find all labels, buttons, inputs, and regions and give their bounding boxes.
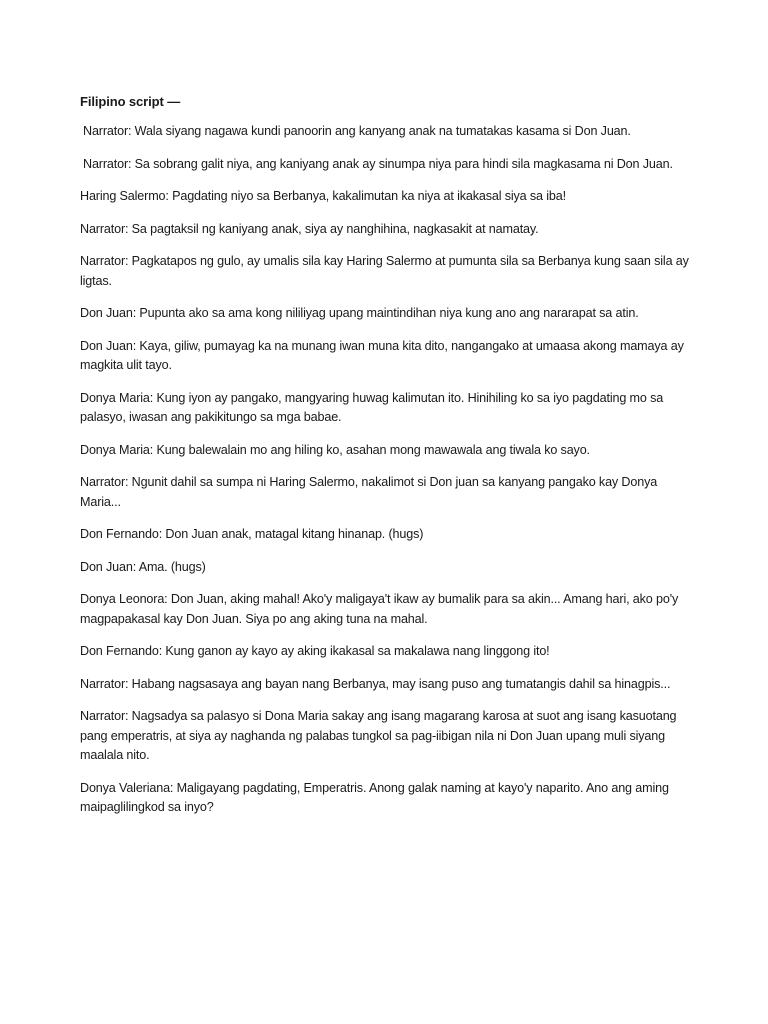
document-title: Filipino script — (80, 94, 181, 109)
script-line: Narrator: Sa pagtaksil ng kaniyang anak, siya ay nanghihina, nagkasakit at namatay. (80, 221, 539, 236)
script-line: Narrator: Sa sobrang galit niya, ang kaniyang anak ay sinumpa niya para hindi sila magkasama ni Don Juan. (83, 156, 673, 171)
script-line: Donya Maria: Kung balewalain mo ang hiling ko, asahan mong mawawala ang tiwala ko sayo. (80, 442, 590, 457)
script-line: Narrator: Ngunit dahil sa sumpa ni Haring Salermo, nakalimot si Don juan sa kanyang pangako kay Donya Maria... (80, 475, 658, 509)
script-line: Don Fernando: Kung ganon ay kayo ay aking ikakasal sa makalawa nang linggong ito! (80, 644, 550, 658)
script-line: Donya Leonora: Don Juan, aking mahal! Ako'y maligaya't ikaw ay bumalik para sa akin... Amang hari, ako po'y magpapakasal kay Don Juan. Siya po ang aking tuna na mahal. (80, 592, 679, 626)
script-line: Haring Salermo: Pagdating niyo sa Berbanya, kakalimutan ka niya at ikakasal siya sa iba! (80, 189, 566, 203)
script-line: Narrator: Pagkatapos ng gulo, ay umalis sila kay Haring Salermo at pumunta sila sa Berbanya kung saan sila ay ligtas. (80, 254, 689, 288)
script-line: Donya Valeriana: Maligayang pagdating, Emperatris. Anong galak naming at kayo'y naparito. Ano ang aming maipaglilingkod sa inyo? (80, 780, 669, 814)
script-line: Narrator: Wala siyang nagawa kundi panoorin ang kanyang anak na tumatakas kasama si Don Juan. (83, 124, 631, 138)
script-line: Don Juan: Pupunta ako sa ama kong nililiyag upang maintindihan niya kung ano ang nararapat sa atin. (80, 306, 639, 320)
script-line: Don Juan: Kaya, giliw, pumayag ka na munang iwan muna kita dito, nangangako at umaasa akong mamaya ay magkita ulit tayo. (80, 338, 684, 372)
script-line: Donya Maria: Kung iyon ay pangako, mangyaring huwag kalimutan ito. Hinihiling ko sa iyo pagdating mo sa palasyo, iwasan ang pakikitungo sa mga babae. (80, 390, 664, 424)
script-line: Narrator: Habang nagsasaya ang bayan nang Berbanya, may isang puso ang tumatangis dahil sa hinagpis... (80, 676, 671, 691)
script-line: Don Juan: Ama. (hugs) (80, 559, 206, 574)
document-page (80, 92, 692, 831)
script-line: Narrator: Nagsadya sa palasyo si Dona Maria sakay ang isang magarang karosa at suot ang isang kasuotang pang emperatris, at siya ay naghanda ng palabas tungkol sa pag-iibigan nila ni Don Juan upang muli siyang maalala nito. (80, 709, 677, 762)
script-line: Don Fernando: Don Juan anak, matagal kitang hinanap. (hugs) (80, 527, 424, 541)
